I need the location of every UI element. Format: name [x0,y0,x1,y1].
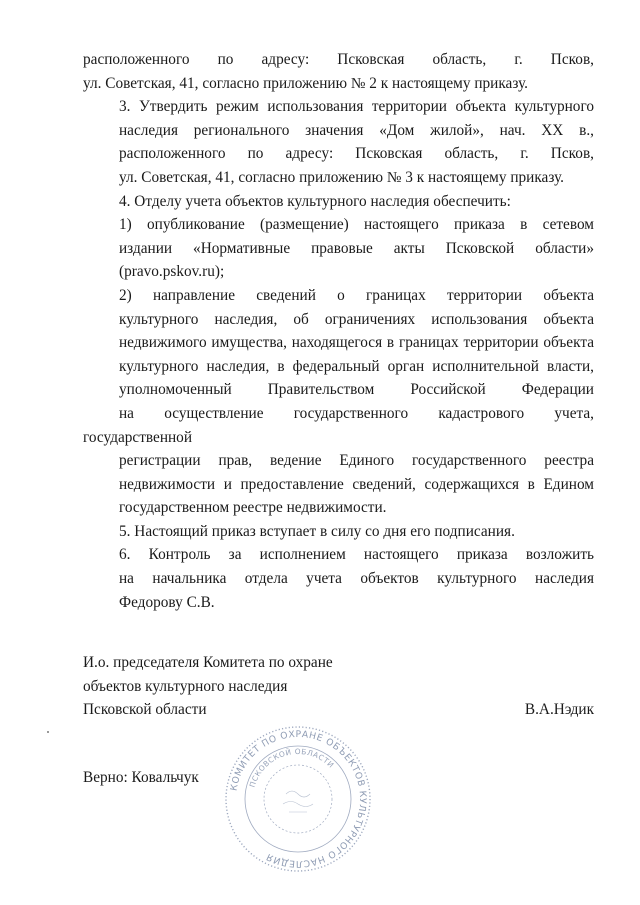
signatory-position-line: объектов культурного наследия [83,677,288,695]
signatory-position-line: Псковской области [83,701,207,719]
paragraph-2-end [83,48,594,95]
text-line: ул. Советская, 41, согласно приложению № 2 к настоящему приказу. [83,74,529,92]
paragraph-5 [83,520,594,544]
signatory-position-line: И.о. председателя Комитета по охране [83,654,333,671]
text-line: культурного наследия, в федеральный орган исполнительной власти, [119,357,594,375]
text-line: культурного наследия, об ограничениях использования объекта [119,310,594,328]
stamp-outer-text: КОМИТЕТ ПО ОХРАНЕ ОБЪЕКТОВ КУЛЬТУРНОГО НАСЛЕДИЯ [228,728,369,870]
signatory-row [83,698,594,722]
text-line: 2) направление сведений о границах территории объекта [119,286,594,304]
text-line: расположенного по адресу: Псковская область, г. Псков, [119,145,594,163]
svg-text:ПСКОВСКОЙ ОБЛАСТИ [248,747,336,788]
text-line: государственном реестре недвижимости. [119,499,387,517]
certified-copy-note: Верно: Ковальчук [83,769,199,786]
text-line: недвижимости и предоставление сведений, содержащихся в Едином [119,475,594,493]
text-line: на начальника отдела учета объектов культурного наследия [119,570,594,588]
paragraph-4 [83,190,594,214]
signature-block [83,651,594,722]
text-line: ул. Советская, 41, согласно приложению № 3 к настоящему приказу. [119,168,565,186]
text-line: уполномоченный Правительством Российской Федерации [119,381,594,399]
stamp-inner-text: ПСКОВСКОЙ ОБЛАСТИ [247,746,336,789]
text-line: на осуществление государственного кадастрового учета, государственной [83,404,594,446]
paragraph-4-item-1 [83,213,594,284]
text-line: расположенного по адресу: Псковская область, г. Псков, [83,51,594,68]
text-line: 6. Контроль за исполнением настоящего приказа возложить [119,546,594,564]
text-line: наследия регионального значения «Дом жилой», нач. XX в., [119,121,594,139]
scan-speck [47,731,49,733]
text-line: недвижимого имущества, находящегося в границах территории объекта [119,334,594,352]
signatory-name: В.А.Нэдик [524,701,594,719]
text-line: 5. Настоящий приказ вступает в силу со дня его подписания. [119,522,515,540]
text-line: 4. Отделу учета объектов культурного наследия обеспечить: [119,192,511,210]
text-line: 1) опубликование (размещение) настоящего приказа в сетевом [119,216,594,234]
text-line: Федорову С.В. [119,593,215,611]
text-line: издании «Нормативные правовые акты Псковской области» [119,239,594,257]
official-stamp-seal [223,724,373,874]
paragraph-6 [83,543,594,614]
text-line: регистрации прав, ведение Единого государственного реестра [119,452,594,470]
order-body [83,48,594,614]
stamp-emblem-icon [283,791,313,812]
text-line: (pravo.pskov.ru); [119,263,225,281]
text-line: 3. Утвердить режим использования территории объекта культурного [119,98,594,116]
paragraph-4-item-2 [83,284,594,520]
paragraph-3 [83,95,594,189]
